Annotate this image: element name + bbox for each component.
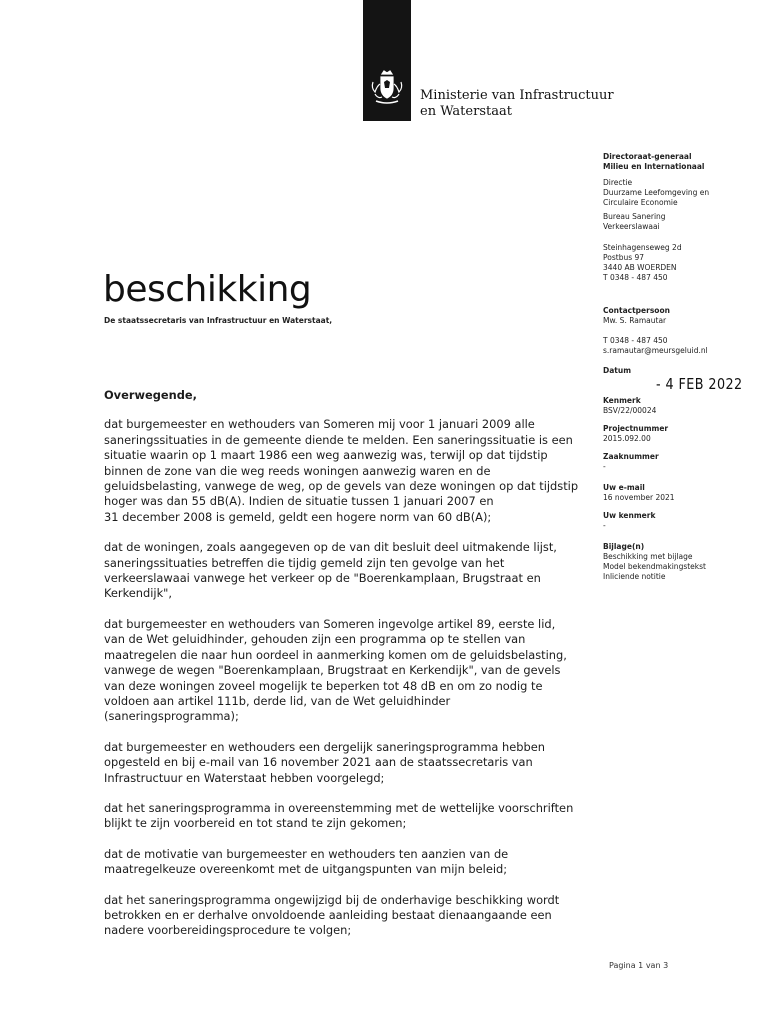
bijlage-label: Bijlage(n) (603, 542, 645, 551)
directie-line1: Duurzame Leefomgeving en (603, 188, 710, 197)
document-body (104, 388, 594, 954)
paragraph-line: saneringssituaties in de gemeente diende te melden. Een saneringssituatie is een (104, 432, 573, 447)
datum-label: Datum (603, 366, 632, 375)
kenmerk-label: Kenmerk (603, 396, 641, 405)
paragraph-line: dat burgemeester en wethouders van Someren mij voor 1 januari 2009 alle (104, 417, 535, 432)
uw-email-block (603, 483, 763, 503)
uw-kenmerk-value: - (603, 521, 606, 530)
body-paragraph (104, 893, 594, 939)
bijlage-line1: Beschikking met bijlage (603, 552, 693, 561)
contact-name: Mw. S. Ramautar (603, 316, 667, 325)
org-line1: Directoraat-generaal (603, 152, 692, 161)
document-title: beschikking (103, 269, 312, 310)
body-paragraph (104, 617, 594, 725)
address-block (603, 243, 763, 283)
ministry-name-line2: en Waterstaat (420, 104, 512, 119)
document-subtitle: De staatssecretaris van Infrastructuur en Waterstaat, (104, 316, 333, 325)
paragraph-line: dat het saneringsprogramma ongewijzigd bij de onderhavige beschikking wordt (104, 892, 560, 907)
zaaknummer-block (603, 452, 763, 472)
paragraph-line: 31 december 2008 is gemeld, geldt een hogere norm van 60 dB(A); (104, 509, 492, 524)
kenmerk-block (603, 396, 763, 416)
body-paragraph (104, 740, 594, 786)
bureau-line1: Bureau Sanering (603, 212, 666, 221)
body-heading: Overwegende, (104, 388, 197, 402)
paragraph-line: dat burgemeester en wethouders van Someren ingevolge artikel 89, eerste lid, (104, 616, 556, 631)
sender-organisation (603, 152, 763, 172)
bureau-line2: Verkeerslawaai (603, 222, 660, 231)
paragraph-line: dat de woningen, zoals aangegeven op de van dit besluit deel uitmakende lijst, (104, 540, 557, 555)
paragraph-line: van de Wet geluidhinder, gehouden zijn een programma op te stellen van (104, 632, 526, 647)
contact-label: Contactpersoon (603, 306, 670, 315)
uw-kenmerk-label: Uw kenmerk (603, 511, 656, 520)
paragraph-line: dat burgemeester en wethouders een dergelijk saneringsprogramma hebben (104, 739, 545, 754)
paragraph-line: opgesteld en bij e-mail van 16 november 2021 aan de staatssecretaris van (104, 755, 533, 770)
paragraph-line: binnen de zone van die weg reeds woningen aanwezig waren en de (104, 463, 491, 478)
paragraph-line: maatregelkeuze overeenkomt met de uitgangspunten van mijn beleid; (104, 862, 508, 877)
address-postbus: Postbus 97 (603, 253, 645, 262)
directie-block (603, 178, 763, 208)
address-street: Steinhagenseweg 2d (603, 243, 682, 252)
zaaknummer-value: - (603, 462, 606, 471)
contact-phone: T 0348 - 487 450 (603, 336, 668, 345)
body-paragraph (104, 801, 594, 832)
address-phone: T 0348 - 487 450 (603, 273, 668, 282)
body-paragraph (104, 540, 594, 602)
paragraph-line: (saneringsprogramma); (104, 709, 239, 724)
date-stamp: - 4 FEB 2022 (656, 375, 743, 393)
uw-email-label: Uw e-mail (603, 483, 645, 492)
address-city: 3440 AB WOERDEN (603, 263, 677, 272)
bijlage-block (603, 542, 763, 582)
bureau-block (603, 212, 763, 232)
directie-label: Directie (603, 178, 633, 187)
paragraph-list (104, 417, 594, 938)
uw-email-value: 16 november 2021 (603, 493, 675, 502)
paragraph-line: Infrastructuur en Waterstaat hebben voorgelegd; (104, 770, 385, 785)
bijlage-line3: Inliciende notitie (603, 572, 666, 581)
directie-line2: Circulaire Economie (603, 198, 678, 207)
org-line2: Milieu en Internationaal (603, 162, 705, 171)
paragraph-line: voldoen aan artikel 111b, derde lid, van de Wet geluidhinder (104, 693, 451, 708)
projectnummer-block (603, 424, 763, 444)
paragraph-line: hoger was dan 55 dB(A). Indien de situatie tussen 1 januari 2007 en (104, 494, 494, 509)
paragraph-line: maatregelen die naar hun oordeel in aanmerking komen om de geluidsbelasting, (104, 647, 567, 662)
projectnummer-label: Projectnummer (603, 424, 669, 433)
paragraph-line: saneringssituaties betreffen die tijdig gemeld zijn ten gevolge van het (104, 555, 505, 570)
paragraph-line: blijkt te zijn voorbereid en tot stand te zijn gekomen; (104, 816, 407, 831)
royal-coat-of-arms-icon (369, 70, 405, 106)
logo-band (363, 0, 411, 121)
paragraph-line: dat de motivatie van burgemeester en wethouders ten aanzien van de (104, 846, 509, 861)
paragraph-line: situatie waarin op 1 maart 1986 een weg aanwezig was, terwijl op dat tijdstip (104, 448, 548, 463)
uw-kenmerk-block (603, 511, 763, 531)
contact-email: s.ramautar@meursgeluid.nl (603, 346, 708, 355)
kenmerk-value: BSV/22/00024 (603, 406, 657, 415)
paragraph-line: betrokken en er derhalve onvoldoende aanleiding bestaat dienaangaande een (104, 907, 552, 922)
body-paragraph (104, 847, 594, 878)
paragraph-line: nadere voorbereidingsprocedure te volgen; (104, 923, 352, 938)
ministry-name-line1: Ministerie van Infrastructuur (420, 88, 614, 103)
paragraph-line: geluidsbelasting, vanwege de weg, op de gevels van deze woningen op dat tijdstip (104, 479, 579, 494)
body-paragraph (104, 417, 594, 525)
projectnummer-value: 2015.092.00 (603, 434, 651, 443)
contact-details (603, 336, 763, 356)
ministry-name (420, 88, 614, 120)
paragraph-line: verkeerslawaai vanwege het verkeer op de "Boerenkamplaan, Brugstraat en (104, 571, 541, 586)
contact-block (603, 306, 763, 326)
bijlage-line2: Model bekendmakingstekst (603, 562, 706, 571)
zaaknummer-label: Zaaknummer (603, 452, 659, 461)
paragraph-line: Kerkendijk", (104, 586, 173, 601)
paragraph-line: vanwege de wegen "Boerenkamplaan, Brugstraat en Kerkendijk", van de gevels (104, 663, 561, 678)
page-number: Pagina 1 van 3 (609, 961, 669, 970)
paragraph-line: van deze woningen zoveel mogelijk te beperken tot 48 dB en om zo nodig te (104, 678, 543, 693)
paragraph-line: dat het saneringsprogramma in overeenstemming met de wettelijke voorschriften (104, 800, 574, 815)
